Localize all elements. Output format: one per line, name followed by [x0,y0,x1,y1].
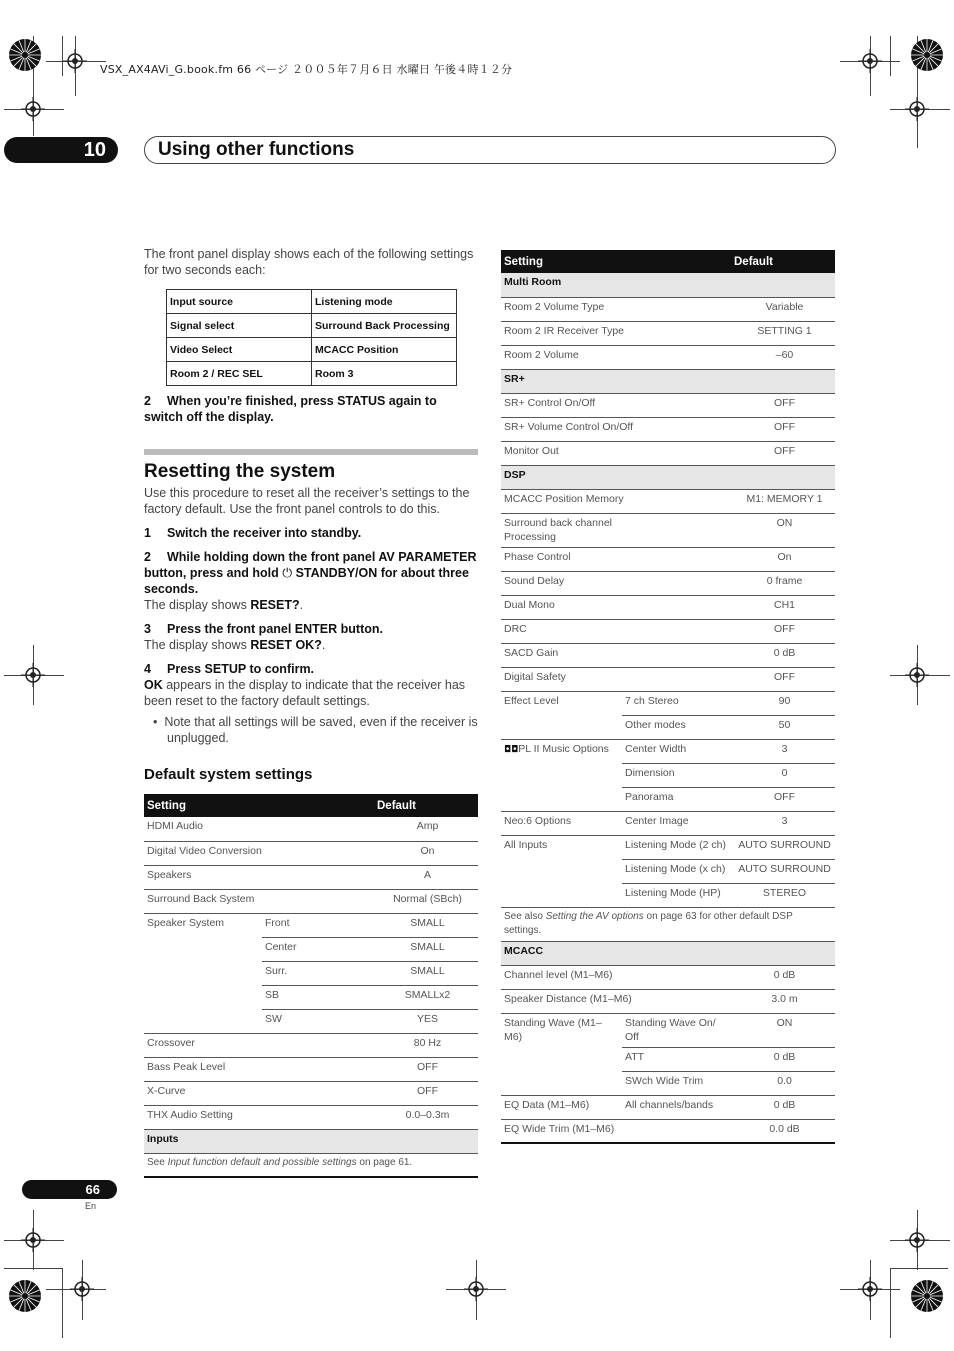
table-note [501,907,835,941]
setting-value: 0 dB [734,1095,835,1119]
setting-sub-label: Other modes [622,715,734,739]
table-row [501,513,835,547]
table-row [501,321,835,345]
default-settings-table [144,794,478,1178]
registration-mark-icon [21,97,45,121]
setting-label: DRC [501,619,734,643]
setting-label: Standing Wave (M1–M6) [501,1013,622,1095]
step-finish [144,393,478,425]
setting-value: OFF [377,1057,478,1081]
setting-label: SR+ Volume Control On/Off [501,417,734,441]
setting-label: EQ Data (M1–M6) [501,1095,622,1119]
step-3 [144,621,478,637]
ok-text: appears in the display to indicate that the receiver has been reset to the factory default settings. [144,678,466,708]
setting-label: Monitor Out [501,441,734,465]
setting-value: 3.0 m [734,989,835,1013]
setting-value: YES [377,1009,478,1033]
setting-label: THX Audio Setting [144,1105,377,1129]
setting-label: EQ Wide Trim (M1–M6) [501,1119,734,1143]
setting-value: 0.0–0.3m [377,1105,478,1129]
registration-mark-icon [905,1228,929,1252]
table-row [501,667,835,691]
table-row [144,1153,478,1177]
registration-mark-icon [21,1228,45,1252]
setting-value: SETTING 1 [734,321,835,345]
table-row [501,811,835,835]
table-cell: Surround Back Processing [312,314,457,338]
display-note-end: . [321,638,326,652]
table-header-row [501,250,835,273]
step-4 [144,661,478,677]
column-header-default: Default [377,794,478,817]
table-row [144,1033,478,1057]
table-group-row [144,1129,478,1153]
left-column [144,246,478,1178]
table-row [501,965,835,989]
table-row [501,691,835,715]
setting-value: 0.0 [734,1071,835,1095]
setting-value: 3 [734,811,835,835]
setting-label: Room 2 IR Receiver Type [501,321,734,345]
table-cell: MCACC Position [312,338,457,362]
setting-label: Room 2 Volume Type [501,297,734,321]
crop-line [4,1268,62,1269]
table-row [144,1057,478,1081]
setting-label: Speakers [144,865,377,889]
setting-value: ON [734,1013,835,1047]
table-row [501,989,835,1013]
setting-value: On [734,547,835,571]
print-header-filename: VSX_AX4AVi_G.book.fm 66 ページ ２００５年７月６日 水曜日 午後４時１２分 [100,63,513,76]
setting-value: SMALLx2 [377,985,478,1009]
registration-mark-icon [21,663,45,687]
table-row [501,1013,835,1047]
step-text: STANDBY/ON for about three seconds. [144,566,469,596]
setting-sub-label: Standing Wave On/ Off [622,1013,734,1047]
table-row [144,1081,478,1105]
setting-label: MCACC Position Memory [501,489,734,513]
ok-label: OK [144,678,163,692]
note-text: See also [504,910,546,922]
setting-label: Crossover [144,1033,377,1057]
step-number: 2 [144,550,151,564]
setting-value: Normal (SBch) [377,889,478,913]
registration-mark-icon [905,97,929,121]
step-text: Switch the receiver into standby. [167,526,362,540]
table-row [501,1095,835,1119]
setting-value: M1: MEMORY 1 [734,489,835,513]
color-target-icon [8,1279,42,1313]
setting-sub-label: All channels/bands [622,1095,734,1119]
setting-value: SMALL [377,961,478,985]
column-header-setting: Setting [144,794,377,817]
setting-value: AUTO SURROUND [734,859,835,883]
setting-label [501,739,622,811]
setting-value: 0 frame [734,571,835,595]
note-reference: Setting the AV options [545,910,644,922]
setting-label: Digital Video Conversion [144,841,377,865]
chapter-title: Using other functions [158,139,355,160]
setting-value: 3 [734,739,835,763]
display-note-end: . [299,598,304,612]
setting-value: STEREO [734,883,835,907]
registration-mark-icon [858,1277,882,1301]
setting-sub-label: 7 ch Stereo [622,691,734,715]
setting-value: Variable [734,297,835,321]
setting-value: SMALL [377,937,478,961]
setting-value: 50 [734,715,835,739]
setting-sub-label: Surr. [262,961,377,985]
table-row [144,1105,478,1129]
crop-line [890,36,891,76]
setting-label: Speaker System [144,913,262,1033]
display-note: The display shows [144,598,251,612]
setting-value: 0 dB [734,643,835,667]
setting-label: Speaker Distance (M1–M6) [501,989,734,1013]
setting-value: OFF [734,417,835,441]
setting-label: Dual Mono [501,595,734,619]
display-value: RESET? [250,598,300,612]
setting-value: 0 [734,763,835,787]
step-4-result [144,677,478,709]
registration-mark-icon [70,1277,94,1301]
crop-line [890,1268,891,1338]
setting-value: 80 Hz [377,1033,478,1057]
registration-mark-icon [63,49,87,73]
table-cell: Video Select [167,338,312,362]
table-row [501,595,835,619]
table-group-row [501,273,835,297]
group-label: SR+ [501,369,835,393]
table-row [501,571,835,595]
table-row [144,889,478,913]
setting-value: AUTO SURROUND [734,835,835,859]
step-text: While holding down the front panel AV PARAMETER button, press and hold [144,550,477,580]
color-target-icon [8,38,42,72]
group-label: MCACC [501,941,835,965]
setting-sub-label: Center [262,937,377,961]
step-text: When you’re finished, press STATUS again to switch off the display. [144,394,437,424]
setting-sub-label: Listening Mode (2 ch) [622,835,734,859]
setting-label: X-Curve [144,1081,377,1105]
note-text: See [147,1156,168,1168]
setting-label: Effect Level [501,691,622,739]
note-reference: Input function default and possible settings [167,1156,357,1168]
step-2 [144,549,478,597]
step-3-display [144,637,478,653]
setting-label: Channel level (M1–M6) [501,965,734,989]
setting-sub-label: Listening Mode (HP) [622,883,734,907]
registration-mark-icon [858,49,882,73]
table-group-row [501,369,835,393]
setting-value: OFF [734,667,835,691]
color-target-icon [910,1279,944,1313]
setting-value: On [377,841,478,865]
step-number: 3 [144,622,151,636]
setting-value: Amp [377,817,478,841]
table-row [501,441,835,465]
setting-label: Surround back channel Processing [501,513,734,547]
color-target-icon [910,38,944,72]
setting-label: Phase Control [501,547,734,571]
setting-sub-label: Center Image [622,811,734,835]
table-cell: Room 3 [312,362,457,386]
setting-label-text: PL II Music Options [518,742,609,755]
table-cell: Input source [167,290,312,314]
setting-sub-label: Center Width [622,739,734,763]
section-divider [144,449,478,455]
bullet-text: Note that all settings will be saved, even if the receiver is unplugged. [164,715,478,745]
group-label: DSP [501,465,835,489]
table-group-row [501,941,835,965]
display-value: RESET OK? [250,638,322,652]
setting-label: Room 2 Volume [501,345,734,369]
column-header-setting: Setting [501,250,734,273]
intro-paragraph: The front panel display shows each of the following settings for two seconds each: [144,247,474,277]
setting-value: 0.0 dB [734,1119,835,1143]
setting-value: OFF [734,393,835,417]
default-settings-title: Default system settings [144,766,313,783]
table-row [501,489,835,513]
crop-line [62,1268,63,1338]
display-settings-table [166,289,457,386]
page-language: En [85,1201,97,1211]
setting-value: –60 [734,345,835,369]
table-row [167,290,457,314]
chapter-number-badge: 10 [4,137,118,163]
step-text: Press SETUP to confirm. [167,662,315,676]
default-settings-table-continued [501,250,835,1144]
setting-value: SMALL [377,913,478,937]
table-row [501,907,835,941]
note-text-end: on page 61. [356,1156,413,1168]
setting-sub-label: Dimension [622,763,734,787]
step-1 [144,525,478,541]
setting-sub-label: SB [262,985,377,1009]
table-row [144,841,478,865]
setting-value: OFF [734,441,835,465]
display-note: The display shows [144,638,251,652]
setting-label: SACD Gain [501,643,734,667]
table-row [501,1119,835,1143]
table-row [167,338,457,362]
table-row [501,643,835,667]
setting-sub-label: SWch Wide Trim [622,1071,734,1095]
setting-label: Surround Back System [144,889,377,913]
table-row [144,865,478,889]
setting-label: Sound Delay [501,571,734,595]
registration-mark-icon [464,1277,488,1301]
table-row [167,362,457,386]
crop-line [890,1268,948,1269]
setting-value: OFF [734,619,835,643]
table-row [167,314,457,338]
note-bullet [144,714,478,746]
power-icon: ⏻ [282,565,293,580]
registration-mark-icon [905,663,929,687]
section-title-reset: Resetting the system [144,461,336,482]
setting-value: 0 dB [734,1047,835,1071]
table-cell: Listening mode [312,290,457,314]
step-number: 4 [144,662,151,676]
setting-value: OFF [734,787,835,811]
table-row [501,393,835,417]
chapter-title-bar [144,136,836,164]
step-2-display [144,597,478,613]
setting-label: HDMI Audio [144,817,377,841]
table-row [144,913,478,937]
step-number: 2 [144,394,151,408]
step-text: Press the front panel ENTER button. [167,622,383,636]
setting-value: A [377,865,478,889]
note-text-end: on page 63 for other default DSP settings. [504,910,793,936]
right-column [501,250,835,1144]
table-group-row [501,465,835,489]
setting-sub-label: ATT [622,1047,734,1071]
table-row [501,835,835,859]
setting-value: CH1 [734,595,835,619]
table-row [501,547,835,571]
table-row [144,817,478,841]
table-row [501,739,835,763]
table-cell: Room 2 / REC SEL [167,362,312,386]
group-label: Multi Room [501,273,835,297]
setting-label: Neo:6 Options [501,811,622,835]
setting-sub-label: Panorama [622,787,734,811]
setting-value: ON [734,513,835,547]
table-note [144,1153,478,1177]
step-number: 1 [144,526,151,540]
group-label: Inputs [144,1129,478,1153]
setting-value: OFF [377,1081,478,1105]
setting-label: All Inputs [501,835,622,907]
setting-label: SR+ Control On/Off [501,393,734,417]
setting-sub-label: SW [262,1009,377,1033]
table-row [501,297,835,321]
setting-label: Digital Safety [501,667,734,691]
table-row [501,619,835,643]
setting-label: Bass Peak Level [144,1057,377,1081]
table-header-row [144,794,478,817]
setting-sub-label: Listening Mode (x ch) [622,859,734,883]
column-header-default: Default [734,250,835,273]
setting-sub-label: Front [262,913,377,937]
setting-value: 0 dB [734,965,835,989]
setting-value: 90 [734,691,835,715]
reset-intro: Use this procedure to reset all the receiver’s settings to the factory default. Use the front panel controls to do this. [144,486,470,516]
table-row [501,417,835,441]
dolby-logo-icon: ◘◘ [504,744,519,755]
bullet-icon: • [153,715,165,729]
table-cell: Signal select [167,314,312,338]
table-row [501,345,835,369]
page-number-badge: 66 [22,1180,117,1199]
